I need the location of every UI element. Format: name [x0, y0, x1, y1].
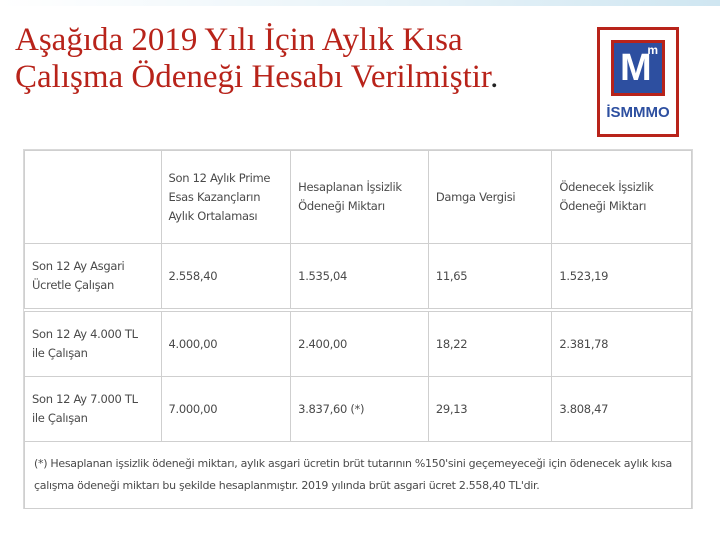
ismmmo-logo: [597, 27, 679, 137]
cell-avg-earnings: 2.558,40: [161, 244, 291, 309]
logo-letter: M: [620, 47, 652, 89]
header-cell-stamp-tax: Damga Vergisi: [428, 151, 552, 244]
row-label: Son 12 Ay 4.000 TL ile Çalışan: [25, 312, 162, 377]
table-row: [25, 312, 692, 377]
logo-superscript: m: [647, 43, 658, 57]
header-cell-empty: [25, 151, 162, 244]
header-cell-calculated-benefit: Hesaplanan İşsizlik Ödeneği Miktarı: [291, 151, 429, 244]
table: [24, 150, 692, 509]
cell-avg-earnings: 7.000,00: [161, 377, 291, 442]
top-decoration-bar: [0, 0, 720, 6]
table-footnote-row: [25, 442, 692, 509]
table-row: [25, 377, 692, 442]
cell-stamp-tax: 11,65: [428, 244, 552, 309]
cell-calculated-benefit: 3.837,60 (*): [291, 377, 429, 442]
cell-calculated-benefit: 2.400,00: [291, 312, 429, 377]
cell-payable-benefit: 1.523,19: [552, 244, 692, 309]
slide-title-period: .: [490, 59, 499, 95]
cell-calculated-benefit: 1.535,04: [291, 244, 429, 309]
logo-mark-icon: [611, 40, 665, 96]
row-label: Son 12 Ay Asgari Ücretle Çalışan: [25, 244, 162, 309]
cell-avg-earnings: 4.000,00: [161, 312, 291, 377]
slide-title: [15, 22, 575, 96]
cell-payable-benefit: 3.808,47: [552, 377, 692, 442]
logo-text: İSMMMO: [606, 104, 670, 121]
table-header-row: [25, 151, 692, 244]
row-label: Son 12 Ay 7.000 TL ile Çalışan: [25, 377, 162, 442]
cell-stamp-tax: 18,22: [428, 312, 552, 377]
slide-title-text: Aşağıda 2019 Yılı İçin Aylık Kısa Çalışma Ödeneği Hesabı Verilmiştir: [15, 22, 491, 95]
cell-payable-benefit: 2.381,78: [552, 312, 692, 377]
header-cell-payable-benefit: Ödenecek İşsizlik Ödeneği Miktarı: [552, 151, 692, 244]
calculation-table: [23, 149, 693, 509]
table-row: [25, 244, 692, 309]
cell-stamp-tax: 29,13: [428, 377, 552, 442]
table-footnote: (*) Hesaplanan işsizlik ödeneği miktarı, aylık asgari ücretin brüt tutarının %150'sini geçemeyeceği için ödenecek aylık kısa çalışma ödeneği miktarı bu şekilde hesaplanmıştır. 2019 yılında brüt asgari ücret 2.558,40 TL'dir.: [25, 442, 692, 509]
header-cell-avg-earnings: Son 12 Aylık Prime Esas Kazançların Aylık Ortalaması: [161, 151, 291, 244]
